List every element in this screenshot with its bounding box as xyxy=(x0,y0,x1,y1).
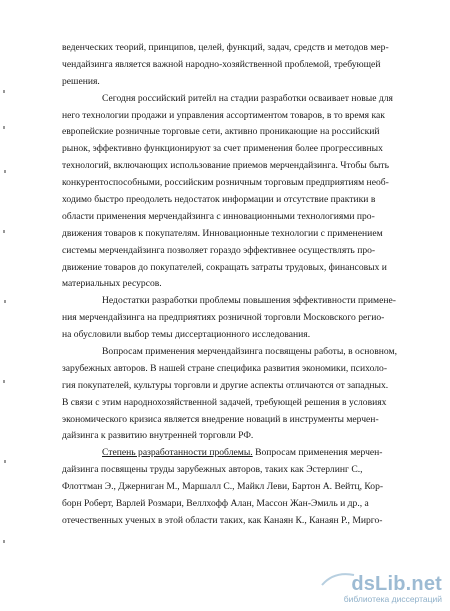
dslib-watermark-logo xyxy=(326,573,442,605)
text-line: движение товаров до покупателей, сокращать затраты трудовых, финансовых и xyxy=(62,261,387,273)
text-line: Флоттман Э., Джерниган М., Маршалл С., Майкл Леви, Бартон А. Вейтц, Кор- xyxy=(62,481,384,493)
text-line: движения товаров к покупателям. Инновационные технологии с применением xyxy=(62,227,383,239)
text-line: веденческих теорий, принципов, целей, функций, задач, средств и методов мер- xyxy=(62,42,389,53)
text-line: области применения мерчендайзинга с инновационными технологиями про- xyxy=(62,210,375,222)
text-line: европейские розничные торговые сети, активно проникающие на российский xyxy=(62,126,380,138)
text-line: Сегодня российский ритейл на стадии разработки осваивает новые для xyxy=(102,92,393,104)
document-body-text xyxy=(62,40,432,530)
text-line: чендайзинга является важной народно-хозяйственной проблемой, требующей xyxy=(62,58,381,70)
text-line: конкурентоспособными, российским розничным торговым предприятиям необ- xyxy=(62,177,389,189)
text-line: материальных ресурсов. xyxy=(62,278,162,290)
text-line: ходимо быстро преодолеть недостаток информации и отсутствие практики в xyxy=(62,194,376,206)
text-line: экономического кризиса является внедрение новаций в инструменты мерчен- xyxy=(62,413,379,425)
text-line: Недостатки разработки проблемы повышения эффективности примене- xyxy=(102,295,396,307)
text-line: дайзинга к развитию внутренней торговли РФ. xyxy=(62,430,254,442)
text-line: отечественных ученых в этой области таких, как Канаян К., Канаян Р., Мирго- xyxy=(62,514,383,526)
logo-tagline: библиотека диссертаций xyxy=(343,594,442,604)
text-line: зарубежных авторов. В нашей стране специфика развития экономики, психоло- xyxy=(62,362,388,374)
text-line: ния мерчендайзинга на предприятиях розничной торговли Московского регио- xyxy=(62,312,385,324)
text-line: системы мерчендайзинга позволяет гораздо эффективнее осуществлять про- xyxy=(62,244,376,256)
text-line: борн Роберт, Варлей Розмари, Веллхофф Алан, Массон Жан-Эмиль и др., а xyxy=(62,498,369,510)
text-line: технологий, включающих использование приемов мерчендайзинга. Чтобы быть xyxy=(62,160,389,172)
logo-brand: dsLib.net xyxy=(351,573,442,595)
text-line: решения. xyxy=(62,75,100,87)
text-line: Вопросам применения мерчендайзинга посвящены работы, в основном, xyxy=(102,346,397,358)
text-line: В связи с этим народнохозяйственной задачей, требующей решения в условиях xyxy=(62,396,387,408)
text-line: дайзинга посвящены труды зарубежных авторов, таких как Эстерлинг С., xyxy=(62,464,363,476)
underlined-heading: Степень разработанности проблемы. xyxy=(102,447,253,459)
text-line: рынок, эффективно функционируют за счет применения более прогрессивных xyxy=(62,143,383,155)
text-line: гия покупателей, культуры торговли и другие аспекты отличаются от западных. xyxy=(62,379,389,391)
text-line: Степень разработанности проблемы. Вопросам применения мерчен- xyxy=(102,447,383,459)
scan-margin-marks xyxy=(0,90,10,590)
text-line: на обусловили выбор темы диссертационного исследования. xyxy=(62,329,311,341)
text-line: него технологии продажи и управления ассортиментом товаров, в то время как xyxy=(62,109,385,121)
